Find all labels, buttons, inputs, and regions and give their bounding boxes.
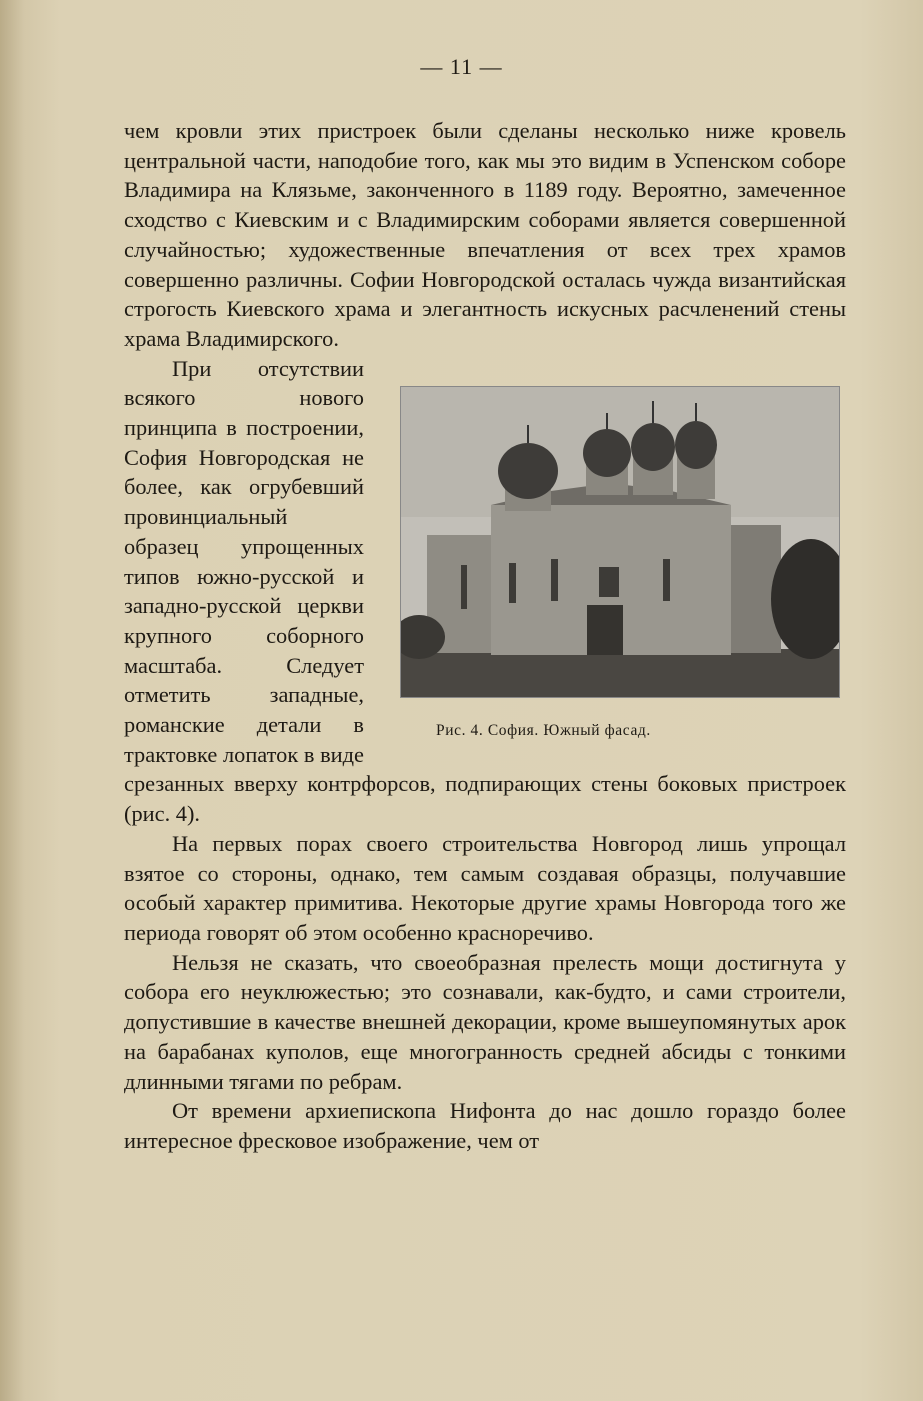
figure-caption: Рис. 4. София. Южный фасад. [436,721,651,739]
figure-4 [384,386,846,746]
paragraph-2: При отсутствии всякого нового принципа в построении, София Новгородская не более, как огрубевший провинциальный образец упрощенных типов южно-русской и западно-русской церкви крупного соборного масштаба. Следует отметить западные, романские детали в трактовке лопаток в виде срезанных вверху контрфорсов, подпирающих стены боковых пристроек (рис. 4). [124,355,846,827]
body-text [124,116,846,1156]
paragraph-4: Нельзя не сказать, что своеобразная прелесть мощи достигнута у собора его неуклюжестью; это сознавали, как-будто, и сами строители, допустившие в качестве внешней декорации, кроме вышеупомянутых арок на барабанах куполов, еще многогранность средней абсиды с тонкими длинными тягами по ребрам. [124,949,846,1094]
cathedral-photo [400,386,840,698]
paragraph-3: На первых порах своего строительства Новгород лишь упрощал взятое со стороны, однако, тем самым создавая образцы, получавшие особый характер примитива. Некоторые другие храмы Новгорода того же периода говорят об этом особенно красноречиво. [124,830,846,945]
paragraph-1: чем кровли этих пристроек были сделаны несколько ниже кровель центральной части, наподобие того, как мы это видим в Успенском соборе Владимира на Клязьме, законченного в 1189 году. Вероятно, замеченное сходство с Киевским и с Владимирским соборами является совершенной случайностью; художественные впечатления от всех трех храмов совершенно различны. Софии Новгородской осталась чужда византийская строгость Киевского храма и элегантность искусных расчленений стены храма Владимирского. [124,118,846,351]
page-number: — 11 — [420,54,503,79]
paragraph-5: От времени архиепископа Нифонта до нас дошло гораздо более интересное фресковое изображение, чем от [124,1098,846,1153]
